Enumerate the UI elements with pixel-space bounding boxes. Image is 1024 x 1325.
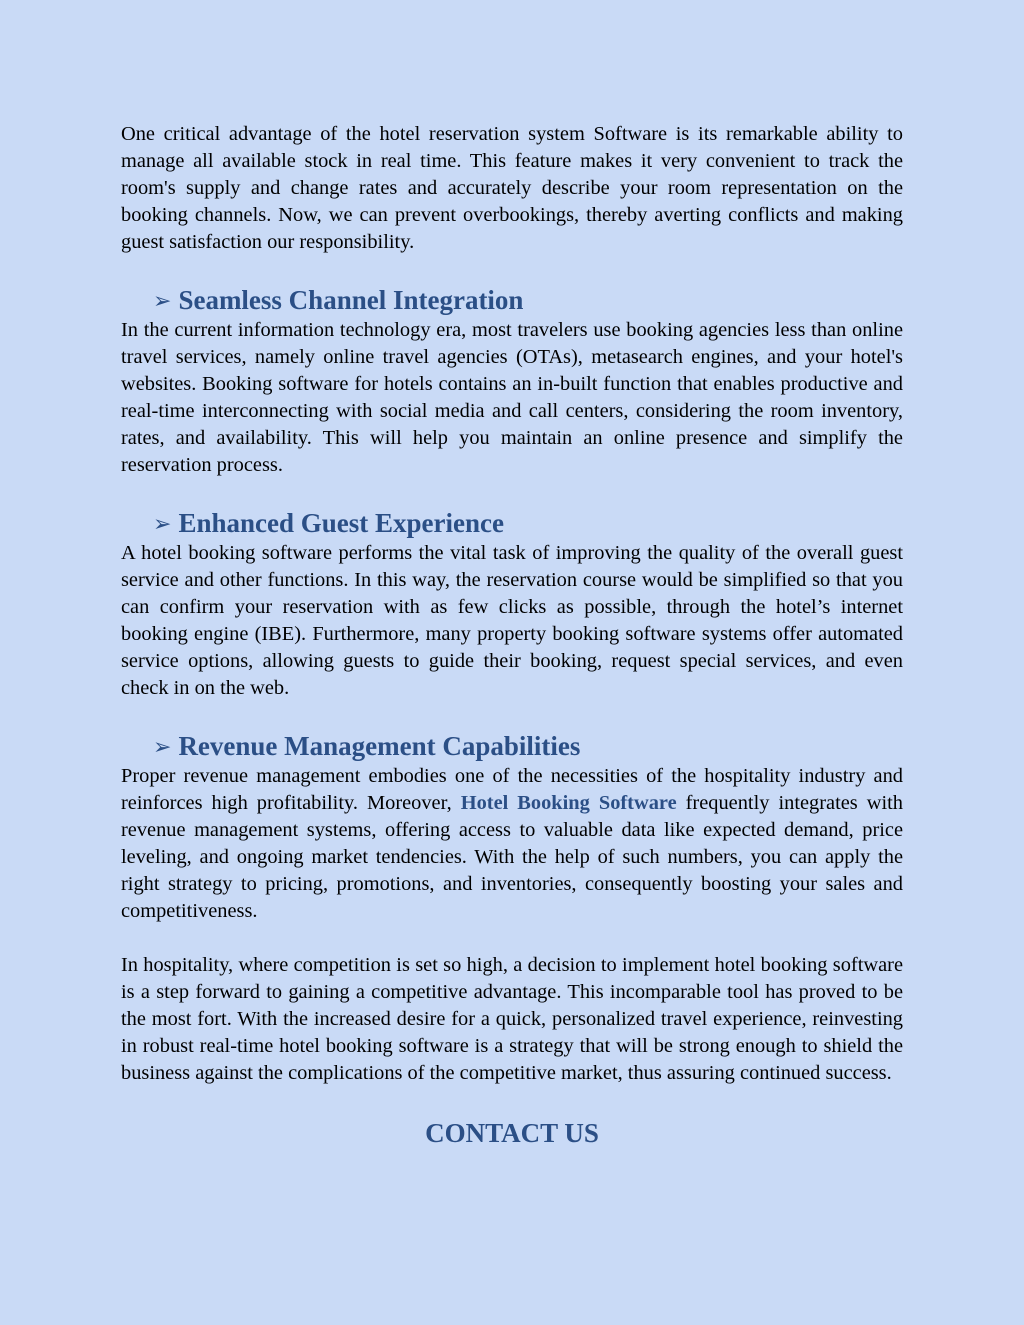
hotel-booking-software-link[interactable]: Hotel Booking Software [460,792,677,814]
spacer [121,256,903,283]
section-paragraph-revenue-management [121,763,903,925]
section-paragraph-guest-experience: A hotel booking software performs the vital task of improving the quality of the overall guest service and other functions. In this way, the reservation course would be simplified so that you can confirm your reservation with as few clicks as possible, through the hotel’s internet booking engine (IBE). Furthermore, many property booking software systems offer automated service options, allowing guests to guide their booking, request special services, and even check in on the web. [121,542,903,699]
section-heading-guest-experience [121,505,903,544]
paragraph-text-before-link: Proper revenue management embodies one of the necessities of the hospitality industry and reinforces high profitability. Moreover, [121,765,903,814]
section-heading-text: Enhanced Guest Experience [178,508,504,538]
spacer [121,925,903,952]
arrow-bullet-icon: ➢ [153,512,172,537]
section-heading-revenue-management [121,728,903,767]
section-heading-text: Revenue Management Capabilities [178,731,581,761]
conclusion-paragraph: In hospitality, where competition is set so high, a decision to implement hotel booking software is a step forward to gaining a competitive advantage. This incomparable tool has proved to be the most fort. With the increased desire for a quick, personalized travel experience, reinvesting in robust real-time hotel booking software is a strategy that will be strong enough to shield the business against the complications of the competitive market, thus assuring continued success. [121,954,903,1084]
spacer [121,479,903,506]
document-body [121,121,903,1151]
spacer [121,1087,903,1114]
section-heading-text: Seamless Channel Integration [178,285,524,315]
section-paragraph-channel-integration: In the current information technology era, most travelers use booking agencies less than online travel services, namely online travel agencies (OTAs), metasearch engines, and your hotel's websites. Booking software for hotels contains an in-built function that enables productive and real-time interconnecting with social media and call centers, considering the room inventory, rates, and availability. This will help you maintain an online presence and simplify the reservation process. [121,319,903,476]
arrow-bullet-icon: ➢ [153,735,172,760]
paragraph-text-after-link: frequently integrates with revenue management systems, offering access to valuable data like expected demand, price leveling, and ongoing market tendencies. With the help of such numbers, you can apply the right strategy to pricing, promotions, and inventories, consequently boosting your sales and competitiveness. [121,792,903,922]
spacer [121,702,903,729]
section-heading-channel-integration [121,282,903,321]
intro-paragraph: One critical advantage of the hotel reservation system Software is its remarkable ability to manage all available stock in real time. This feature makes it very convenient to track the room's supply and change rates and accurately describe your room representation on the booking channels. Now, we can prevent overbookings, thereby averting conflicts and making guest satisfaction our responsibility. [121,123,903,253]
arrow-bullet-icon: ➢ [153,289,172,314]
contact-us-link[interactable]: CONTACT US [425,1118,599,1148]
